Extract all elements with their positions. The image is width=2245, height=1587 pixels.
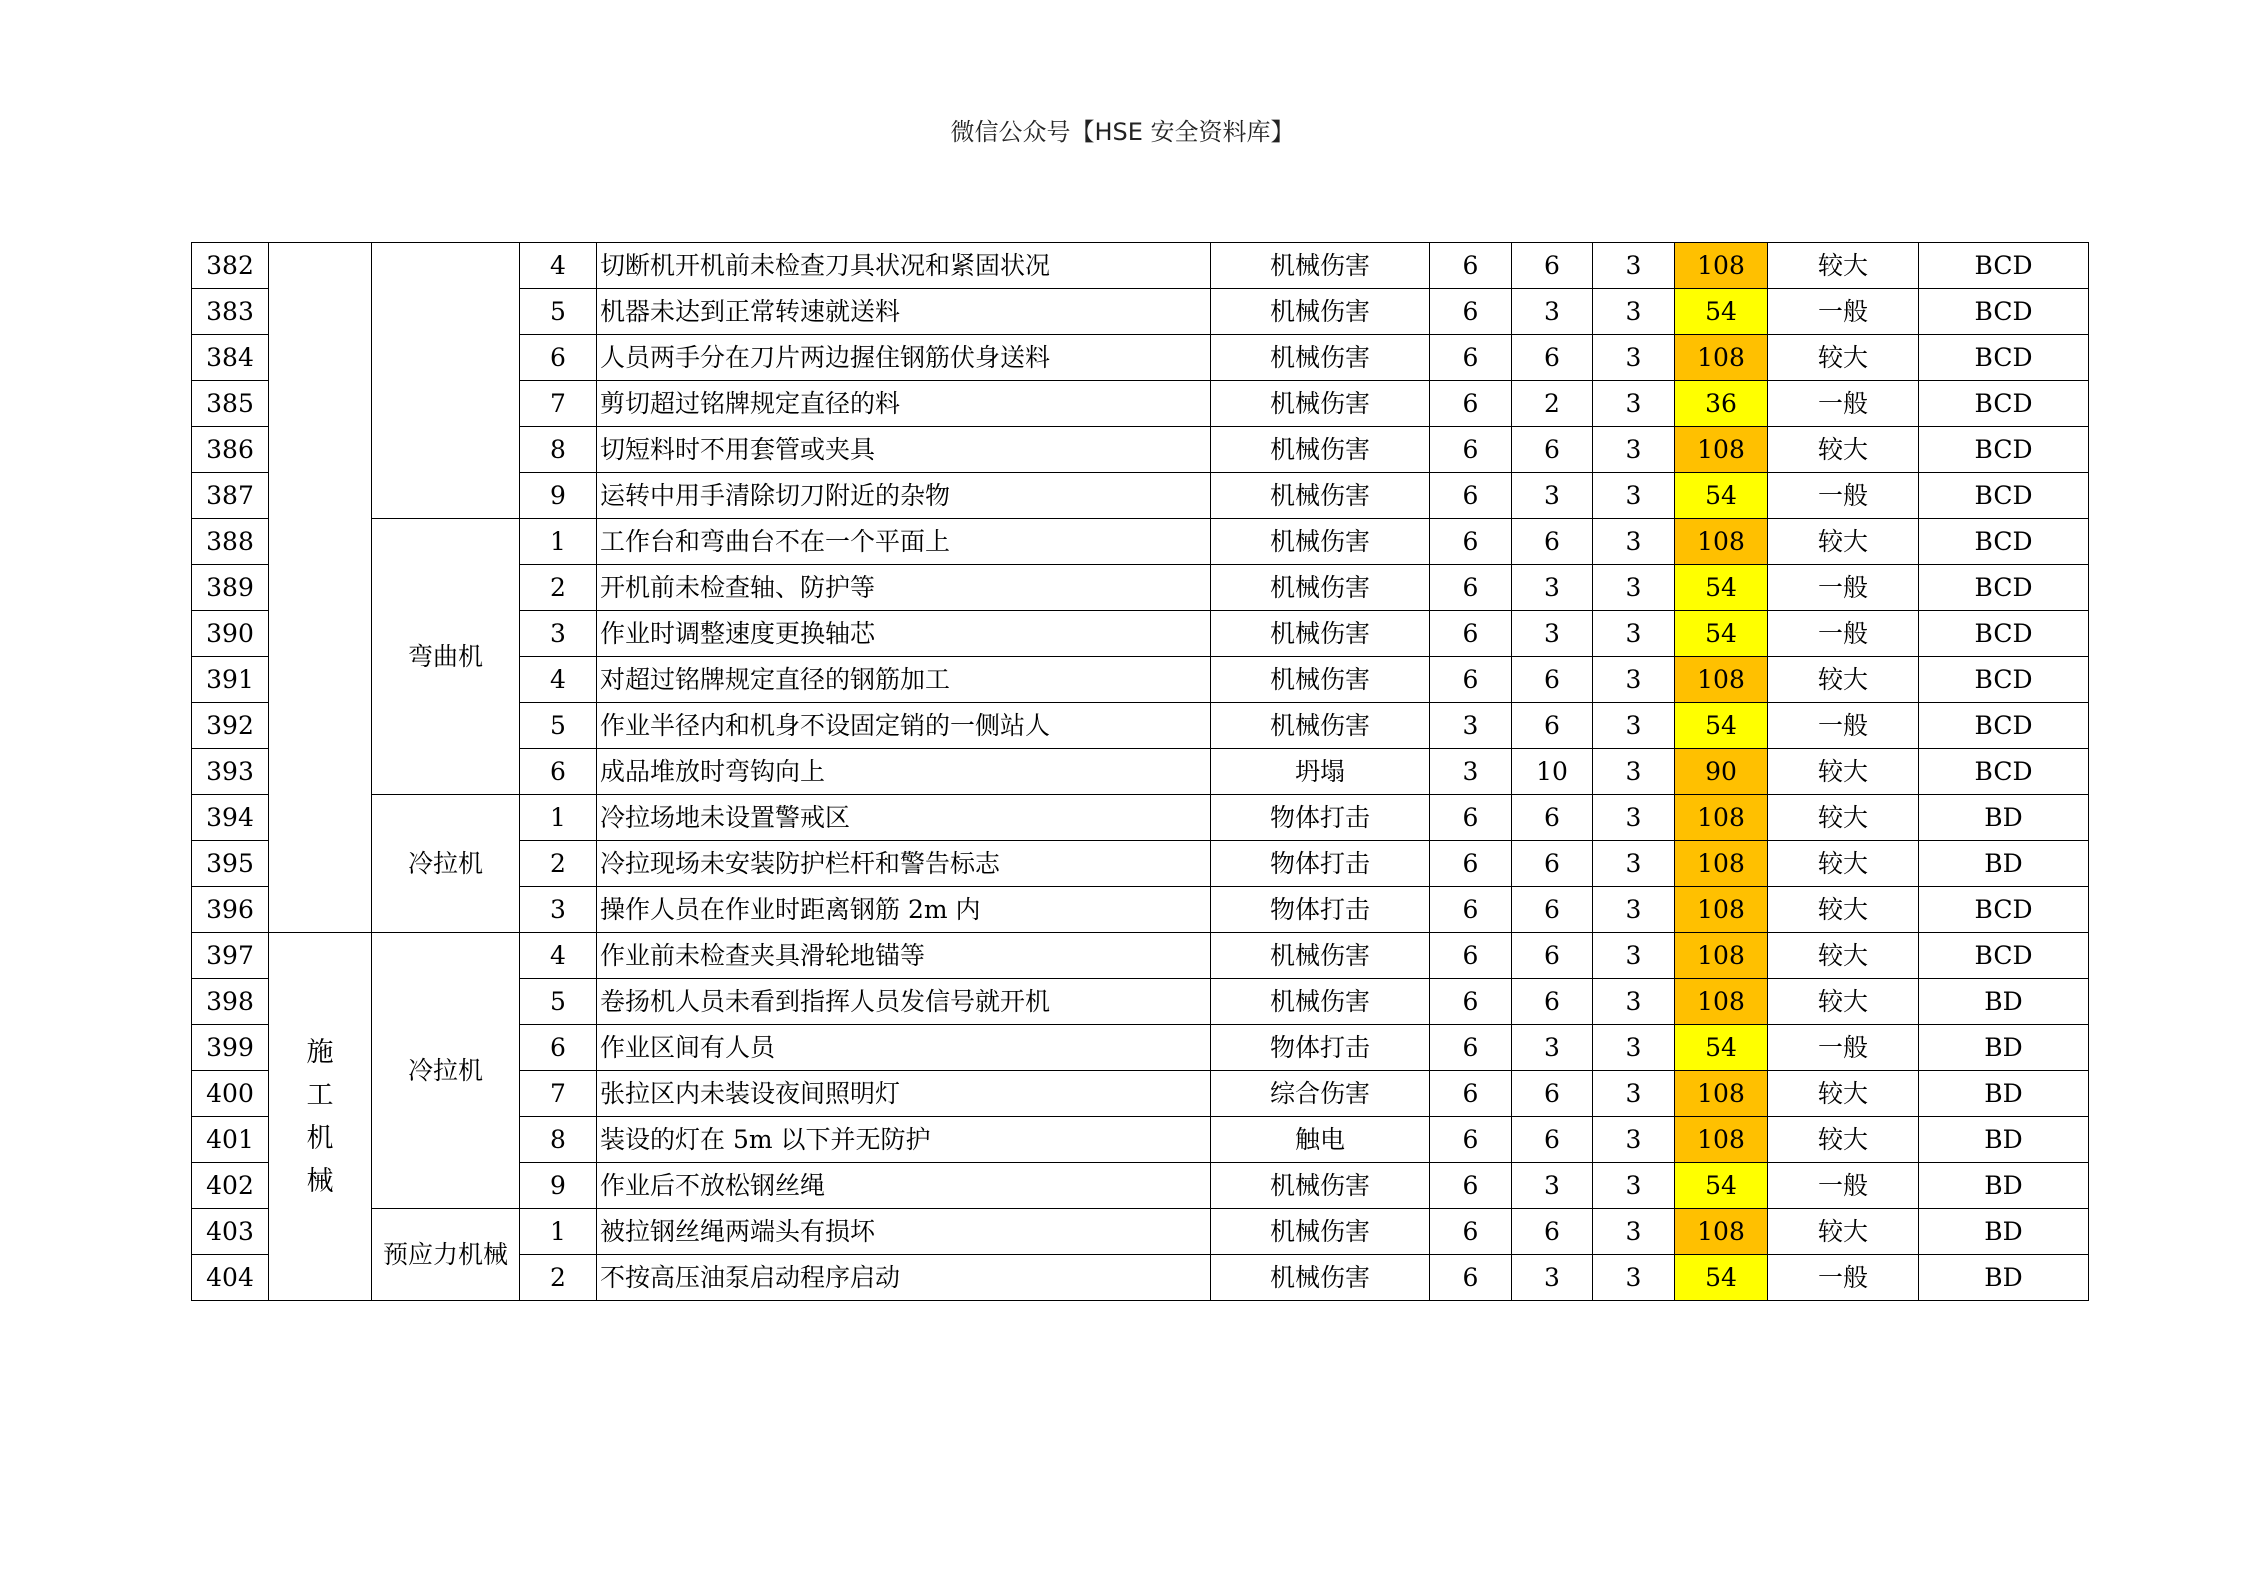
risk-level: 一般 xyxy=(1768,565,1919,611)
hazard-description: 操作人员在作业时距离钢筋 2m 内 xyxy=(597,887,1211,933)
hazard-description: 作业半径内和机身不设固定销的一侧站人 xyxy=(597,703,1211,749)
item-index: 2 xyxy=(520,841,597,887)
consequence-c: 3 xyxy=(1593,1209,1675,1255)
control-code: BD xyxy=(1919,1117,2089,1163)
harm-type: 触电 xyxy=(1211,1117,1430,1163)
likelihood-l: 6 xyxy=(1430,1117,1512,1163)
control-code: BCD xyxy=(1919,381,2089,427)
harm-type: 机械伤害 xyxy=(1211,519,1430,565)
risk-level: 较大 xyxy=(1768,657,1919,703)
row-number: 397 xyxy=(192,933,269,979)
harm-type: 机械伤害 xyxy=(1211,289,1430,335)
exposure-e: 3 xyxy=(1512,611,1593,657)
control-code: BCD xyxy=(1919,289,2089,335)
item-index: 2 xyxy=(520,1255,597,1301)
hazard-description: 冷拉现场未安装防护栏杆和警告标志 xyxy=(597,841,1211,887)
control-code: BD xyxy=(1919,1025,2089,1071)
exposure-e: 6 xyxy=(1512,1071,1593,1117)
control-code: BCD xyxy=(1919,933,2089,979)
hazard-description: 人员两手分在刀片两边握住钢筋伏身送料 xyxy=(597,335,1211,381)
risk-score-d: 54 xyxy=(1675,1163,1768,1209)
item-index: 6 xyxy=(520,1025,597,1071)
harm-type: 机械伤害 xyxy=(1211,657,1430,703)
risk-level: 较大 xyxy=(1768,427,1919,473)
risk-level: 一般 xyxy=(1768,1163,1919,1209)
control-code: BCD xyxy=(1919,519,2089,565)
exposure-e: 10 xyxy=(1512,749,1593,795)
row-number: 384 xyxy=(192,335,269,381)
hazard-description: 成品堆放时弯钩向上 xyxy=(597,749,1211,795)
exposure-e: 6 xyxy=(1512,427,1593,473)
risk-score-d: 108 xyxy=(1675,979,1768,1025)
harm-type: 机械伤害 xyxy=(1211,611,1430,657)
exposure-e: 6 xyxy=(1512,979,1593,1025)
control-code: BCD xyxy=(1919,473,2089,519)
harm-type: 物体打击 xyxy=(1211,887,1430,933)
row-number: 391 xyxy=(192,657,269,703)
harm-type: 机械伤害 xyxy=(1211,335,1430,381)
row-number: 386 xyxy=(192,427,269,473)
item-index: 8 xyxy=(520,1117,597,1163)
risk-score-d: 90 xyxy=(1675,749,1768,795)
row-number: 399 xyxy=(192,1025,269,1071)
table-row xyxy=(192,243,2089,289)
exposure-e: 3 xyxy=(1512,565,1593,611)
equipment-cell xyxy=(372,243,520,519)
harm-type: 物体打击 xyxy=(1211,1025,1430,1071)
control-code: BD xyxy=(1919,1209,2089,1255)
item-index: 4 xyxy=(520,243,597,289)
risk-score-d: 108 xyxy=(1675,657,1768,703)
row-number: 392 xyxy=(192,703,269,749)
item-index: 7 xyxy=(520,1071,597,1117)
item-index: 5 xyxy=(520,289,597,335)
likelihood-l: 6 xyxy=(1430,611,1512,657)
hazard-description: 装设的灯在 5m 以下并无防护 xyxy=(597,1117,1211,1163)
exposure-e: 6 xyxy=(1512,657,1593,703)
harm-type: 机械伤害 xyxy=(1211,381,1430,427)
consequence-c: 3 xyxy=(1593,1071,1675,1117)
harm-type: 物体打击 xyxy=(1211,795,1430,841)
risk-table xyxy=(191,242,2089,1301)
item-index: 4 xyxy=(520,657,597,703)
control-code: BD xyxy=(1919,841,2089,887)
consequence-c: 3 xyxy=(1593,979,1675,1025)
exposure-e: 6 xyxy=(1512,933,1593,979)
hazard-description: 切短料时不用套管或夹具 xyxy=(597,427,1211,473)
row-number: 383 xyxy=(192,289,269,335)
row-number: 394 xyxy=(192,795,269,841)
likelihood-l: 6 xyxy=(1430,657,1512,703)
item-index: 7 xyxy=(520,381,597,427)
row-number: 393 xyxy=(192,749,269,795)
row-number: 402 xyxy=(192,1163,269,1209)
likelihood-l: 6 xyxy=(1430,519,1512,565)
control-code: BCD xyxy=(1919,749,2089,795)
harm-type: 机械伤害 xyxy=(1211,1255,1430,1301)
harm-type: 物体打击 xyxy=(1211,841,1430,887)
exposure-e: 6 xyxy=(1512,703,1593,749)
hazard-description: 开机前未检查轴、防护等 xyxy=(597,565,1211,611)
likelihood-l: 6 xyxy=(1430,1209,1512,1255)
item-index: 1 xyxy=(520,519,597,565)
risk-level: 较大 xyxy=(1768,1209,1919,1255)
risk-score-d: 36 xyxy=(1675,381,1768,427)
row-number: 404 xyxy=(192,1255,269,1301)
consequence-c: 3 xyxy=(1593,289,1675,335)
risk-score-d: 54 xyxy=(1675,289,1768,335)
risk-level: 一般 xyxy=(1768,1025,1919,1071)
item-index: 5 xyxy=(520,703,597,749)
consequence-c: 3 xyxy=(1593,933,1675,979)
row-number: 385 xyxy=(192,381,269,427)
hazard-description: 剪切超过铭牌规定直径的料 xyxy=(597,381,1211,427)
risk-score-d: 108 xyxy=(1675,427,1768,473)
likelihood-l: 3 xyxy=(1430,749,1512,795)
consequence-c: 3 xyxy=(1593,1255,1675,1301)
harm-type: 机械伤害 xyxy=(1211,703,1430,749)
consequence-c: 3 xyxy=(1593,703,1675,749)
page-header: 微信公众号【HSE 安全资料库】 xyxy=(950,118,1295,146)
row-number: 390 xyxy=(192,611,269,657)
consequence-c: 3 xyxy=(1593,1025,1675,1071)
exposure-e: 6 xyxy=(1512,841,1593,887)
consequence-c: 3 xyxy=(1593,519,1675,565)
item-index: 9 xyxy=(520,473,597,519)
control-code: BCD xyxy=(1919,611,2089,657)
risk-score-d: 108 xyxy=(1675,1117,1768,1163)
equipment-cell: 冷拉机 xyxy=(372,795,520,933)
hazard-description: 作业前未检查夹具滑轮地锚等 xyxy=(597,933,1211,979)
risk-level: 较大 xyxy=(1768,887,1919,933)
control-code: BD xyxy=(1919,1255,2089,1301)
likelihood-l: 6 xyxy=(1430,841,1512,887)
likelihood-l: 6 xyxy=(1430,1071,1512,1117)
equipment-cell: 冷拉机 xyxy=(372,933,520,1209)
risk-level: 较大 xyxy=(1768,749,1919,795)
item-index: 1 xyxy=(520,795,597,841)
harm-type: 机械伤害 xyxy=(1211,1163,1430,1209)
risk-score-d: 108 xyxy=(1675,335,1768,381)
consequence-c: 3 xyxy=(1593,795,1675,841)
hazard-description: 工作台和弯曲台不在一个平面上 xyxy=(597,519,1211,565)
category-label: 施工机械 xyxy=(306,1036,334,1197)
likelihood-l: 6 xyxy=(1430,565,1512,611)
hazard-description: 不按高压油泵启动程序启动 xyxy=(597,1255,1211,1301)
risk-level: 一般 xyxy=(1768,289,1919,335)
hazard-description: 被拉钢丝绳两端头有损坏 xyxy=(597,1209,1211,1255)
consequence-c: 3 xyxy=(1593,473,1675,519)
hazard-description: 对超过铭牌规定直径的钢筋加工 xyxy=(597,657,1211,703)
consequence-c: 3 xyxy=(1593,381,1675,427)
likelihood-l: 6 xyxy=(1430,1255,1512,1301)
harm-type: 机械伤害 xyxy=(1211,565,1430,611)
item-index: 8 xyxy=(520,427,597,473)
item-index: 1 xyxy=(520,1209,597,1255)
risk-score-d: 54 xyxy=(1675,611,1768,657)
item-index: 6 xyxy=(520,749,597,795)
table-row xyxy=(192,933,2089,979)
control-code: BD xyxy=(1919,1163,2089,1209)
category-cell xyxy=(269,243,372,933)
risk-level: 较大 xyxy=(1768,519,1919,565)
exposure-e: 3 xyxy=(1512,1163,1593,1209)
risk-score-d: 108 xyxy=(1675,887,1768,933)
likelihood-l: 6 xyxy=(1430,933,1512,979)
exposure-e: 6 xyxy=(1512,1117,1593,1163)
harm-type: 综合伤害 xyxy=(1211,1071,1430,1117)
risk-score-d: 108 xyxy=(1675,1209,1768,1255)
exposure-e: 6 xyxy=(1512,1209,1593,1255)
hazard-description: 作业后不放松钢丝绳 xyxy=(597,1163,1211,1209)
risk-level: 较大 xyxy=(1768,933,1919,979)
exposure-e: 3 xyxy=(1512,289,1593,335)
exposure-e: 3 xyxy=(1512,1255,1593,1301)
hazard-description: 作业区间有人员 xyxy=(597,1025,1211,1071)
consequence-c: 3 xyxy=(1593,841,1675,887)
control-code: BCD xyxy=(1919,657,2089,703)
exposure-e: 6 xyxy=(1512,335,1593,381)
table-row xyxy=(192,519,2089,565)
risk-score-d: 108 xyxy=(1675,841,1768,887)
category-cell xyxy=(269,933,372,1301)
consequence-c: 3 xyxy=(1593,565,1675,611)
consequence-c: 3 xyxy=(1593,1163,1675,1209)
likelihood-l: 6 xyxy=(1430,289,1512,335)
likelihood-l: 6 xyxy=(1430,979,1512,1025)
risk-level: 较大 xyxy=(1768,841,1919,887)
row-number: 395 xyxy=(192,841,269,887)
consequence-c: 3 xyxy=(1593,887,1675,933)
exposure-e: 6 xyxy=(1512,519,1593,565)
hazard-description: 作业时调整速度更换轴芯 xyxy=(597,611,1211,657)
likelihood-l: 6 xyxy=(1430,795,1512,841)
row-number: 403 xyxy=(192,1209,269,1255)
harm-type: 机械伤害 xyxy=(1211,427,1430,473)
control-code: BCD xyxy=(1919,887,2089,933)
risk-level: 一般 xyxy=(1768,703,1919,749)
item-index: 4 xyxy=(520,933,597,979)
likelihood-l: 6 xyxy=(1430,427,1512,473)
item-index: 5 xyxy=(520,979,597,1025)
likelihood-l: 6 xyxy=(1430,1025,1512,1071)
control-code: BCD xyxy=(1919,565,2089,611)
row-number: 388 xyxy=(192,519,269,565)
risk-score-d: 108 xyxy=(1675,795,1768,841)
row-number: 396 xyxy=(192,887,269,933)
risk-level: 较大 xyxy=(1768,1071,1919,1117)
consequence-c: 3 xyxy=(1593,335,1675,381)
row-number: 400 xyxy=(192,1071,269,1117)
control-code: BCD xyxy=(1919,703,2089,749)
risk-score-d: 54 xyxy=(1675,703,1768,749)
table-row xyxy=(192,795,2089,841)
likelihood-l: 6 xyxy=(1430,887,1512,933)
likelihood-l: 6 xyxy=(1430,473,1512,519)
risk-score-d: 54 xyxy=(1675,1025,1768,1071)
row-number: 389 xyxy=(192,565,269,611)
hazard-description: 切断机开机前未检查刀具状况和紧固状况 xyxy=(597,243,1211,289)
risk-level: 较大 xyxy=(1768,243,1919,289)
exposure-e: 3 xyxy=(1512,1025,1593,1071)
consequence-c: 3 xyxy=(1593,243,1675,289)
likelihood-l: 6 xyxy=(1430,243,1512,289)
exposure-e: 6 xyxy=(1512,887,1593,933)
risk-score-d: 54 xyxy=(1675,1255,1768,1301)
item-index: 3 xyxy=(520,611,597,657)
harm-type: 坍塌 xyxy=(1211,749,1430,795)
equipment-cell: 预应力机械 xyxy=(372,1209,520,1301)
harm-type: 机械伤害 xyxy=(1211,1209,1430,1255)
exposure-e: 6 xyxy=(1512,795,1593,841)
consequence-c: 3 xyxy=(1593,611,1675,657)
risk-level: 较大 xyxy=(1768,795,1919,841)
control-code: BD xyxy=(1919,1071,2089,1117)
exposure-e: 2 xyxy=(1512,381,1593,427)
consequence-c: 3 xyxy=(1593,1117,1675,1163)
likelihood-l: 3 xyxy=(1430,703,1512,749)
item-index: 6 xyxy=(520,335,597,381)
control-code: BD xyxy=(1919,795,2089,841)
risk-level: 一般 xyxy=(1768,473,1919,519)
risk-score-d: 108 xyxy=(1675,1071,1768,1117)
risk-score-d: 54 xyxy=(1675,565,1768,611)
risk-level: 较大 xyxy=(1768,979,1919,1025)
hazard-description: 卷扬机人员未看到指挥人员发信号就开机 xyxy=(597,979,1211,1025)
risk-score-d: 54 xyxy=(1675,473,1768,519)
consequence-c: 3 xyxy=(1593,749,1675,795)
consequence-c: 3 xyxy=(1593,657,1675,703)
risk-score-d: 108 xyxy=(1675,933,1768,979)
hazard-description: 冷拉场地未设置警戒区 xyxy=(597,795,1211,841)
likelihood-l: 6 xyxy=(1430,381,1512,427)
control-code: BCD xyxy=(1919,335,2089,381)
item-index: 9 xyxy=(520,1163,597,1209)
item-index: 2 xyxy=(520,565,597,611)
likelihood-l: 6 xyxy=(1430,1163,1512,1209)
exposure-e: 6 xyxy=(1512,243,1593,289)
row-number: 387 xyxy=(192,473,269,519)
harm-type: 机械伤害 xyxy=(1211,473,1430,519)
control-code: BD xyxy=(1919,979,2089,1025)
harm-type: 机械伤害 xyxy=(1211,979,1430,1025)
hazard-description: 张拉区内未装设夜间照明灯 xyxy=(597,1071,1211,1117)
likelihood-l: 6 xyxy=(1430,335,1512,381)
harm-type: 机械伤害 xyxy=(1211,933,1430,979)
hazard-description: 运转中用手清除切刀附近的杂物 xyxy=(597,473,1211,519)
control-code: BCD xyxy=(1919,427,2089,473)
risk-level: 一般 xyxy=(1768,381,1919,427)
consequence-c: 3 xyxy=(1593,427,1675,473)
equipment-cell: 弯曲机 xyxy=(372,519,520,795)
item-index: 3 xyxy=(520,887,597,933)
hazard-description: 机器未达到正常转速就送料 xyxy=(597,289,1211,335)
row-number: 382 xyxy=(192,243,269,289)
risk-score-d: 108 xyxy=(1675,519,1768,565)
risk-level: 较大 xyxy=(1768,1117,1919,1163)
risk-level: 一般 xyxy=(1768,611,1919,657)
exposure-e: 3 xyxy=(1512,473,1593,519)
row-number: 401 xyxy=(192,1117,269,1163)
risk-level: 较大 xyxy=(1768,335,1919,381)
table-row xyxy=(192,1209,2089,1255)
control-code: BCD xyxy=(1919,243,2089,289)
risk-level: 一般 xyxy=(1768,1255,1919,1301)
row-number: 398 xyxy=(192,979,269,1025)
risk-score-d: 108 xyxy=(1675,243,1768,289)
harm-type: 机械伤害 xyxy=(1211,243,1430,289)
